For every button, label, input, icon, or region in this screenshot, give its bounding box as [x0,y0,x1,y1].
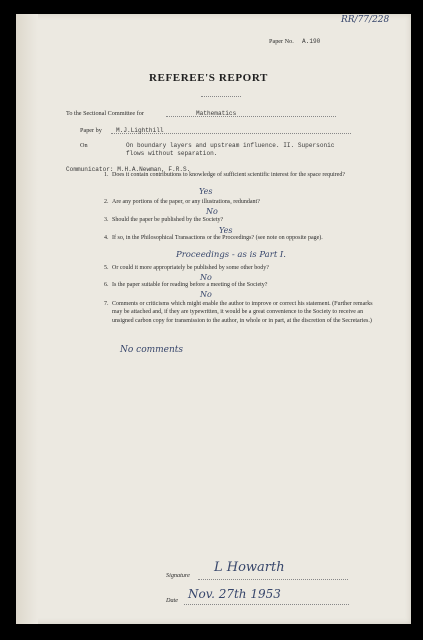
answer-7: No comments [120,345,184,355]
answer-4: Proceedings - as is Part I. [176,250,286,260]
paper-no-value: A.190 [302,38,321,45]
question-text: Should the paper be published by the Society? [112,217,224,223]
question-2 [104,198,382,206]
question-5 [104,264,382,272]
date-label: Date [166,597,179,604]
question-text: Are any portions of the paper, or any illustrations, redundant? [112,199,260,205]
question-text: Is the paper suitable for reading before a meeting of the Society? [112,282,268,288]
answer-1: Yes [199,187,213,196]
question-3 [104,216,382,224]
answer-2: No [206,207,218,216]
question-number: 3. [104,217,109,223]
answer-5: No [200,273,212,282]
question-number: 6. [104,282,109,288]
question-number: 5. [104,265,109,271]
paper-by-value: M.J.Lighthill [116,127,164,134]
question-1 [104,171,382,179]
signature-label: Signature [166,572,190,579]
committee-label: To the Sectional Committee for [66,110,144,117]
question-text: Or could it more appropriately be published by some other body? [112,265,269,271]
on-value-line1: On boundary layers and upstream influence. II. Supersonic [126,142,335,149]
question-6 [104,281,382,289]
date-line [184,604,349,605]
signature-value: L Howarth [214,560,285,575]
communicator: Communicator: M.H.A.Newman, F.R.S. [66,166,191,173]
question-text: Does it contain contributions to knowledge of sufficient scientific interest for the space required? [112,172,345,178]
question-4 [104,234,382,242]
paper-by-label: Paper by [80,127,102,134]
question-text: Comments or criticisms which might enable the author to improve or correct his statement. (Further remarks may be attached and, if they are typewritten, it would be a great convenience to the Society to receive an unsigned carbon copy for transmission to the author, in whole or in part, at the discretion of the Secretaries.) [112,301,373,324]
question-text: If so, in the Philosophical Transactions or the Proceedings? (see note on opposite page). [112,235,323,241]
report-sheet [16,14,411,624]
committee-line [166,116,336,117]
paper-no-label: Paper No. [269,38,294,45]
answer-6: No [200,290,212,299]
answer-3: Yes [219,226,233,235]
question-number: 7. [104,301,109,307]
question-number: 1. [104,172,109,178]
archive-reference: RR/77/228 [341,15,390,25]
question-7 [104,300,382,325]
date-value: Nov. 27th 1953 [188,587,281,601]
page-title: REFEREE'S REPORT [149,72,268,84]
paper-edge [16,14,38,624]
on-value-line2: flows without separation. [126,150,218,157]
signature-line [198,579,348,580]
question-number: 2. [104,199,109,205]
committee-value: Mathematics [196,110,237,117]
on-label: On [80,142,88,149]
question-number: 4. [104,235,109,241]
title-divider [201,96,241,97]
